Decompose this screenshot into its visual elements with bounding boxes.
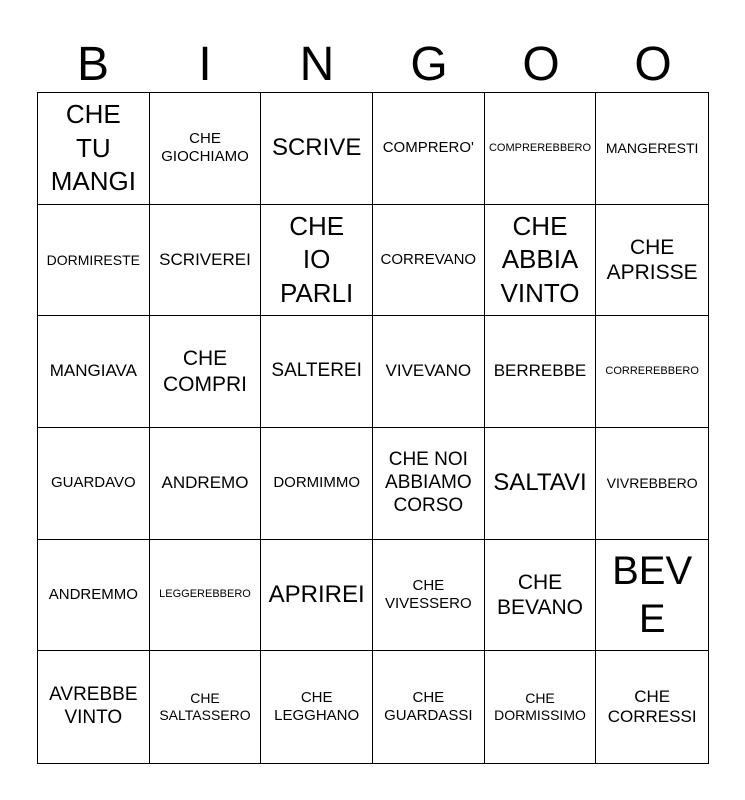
bingo-cell[interactable]: ANDREMO <box>150 428 262 540</box>
bingo-cell[interactable]: LEGGEREBBERO <box>150 540 262 652</box>
bingo-cell[interactable]: CHE GIOCHIAMO <box>150 93 262 205</box>
bingo-cell[interactable]: CORREVANO <box>373 205 485 317</box>
bingo-cell[interactable]: SALTAVI <box>485 428 597 540</box>
bingo-cell[interactable]: CHE VIVESSERO <box>373 540 485 652</box>
bingo-cell[interactable]: VIVREBBERO <box>596 428 708 540</box>
bingo-cell[interactable]: CHE CORRESSI <box>607 686 697 727</box>
bingo-cell[interactable]: GUARDAVO <box>38 428 150 540</box>
bingo-cell[interactable]: DORMIRESTE <box>38 205 150 317</box>
bingo-cell[interactable]: ANDREMMO <box>38 540 150 652</box>
header-letter-6: O <box>634 38 672 91</box>
bingo-cell[interactable]: AVREBBE VINTO <box>38 651 150 763</box>
bingo-cell[interactable]: BEVE <box>596 540 708 652</box>
bingo-cell[interactable]: MANGIAVA <box>38 316 150 428</box>
header-letter-5: O <box>522 38 560 91</box>
bingo-cell[interactable]: DORMIMMO <box>261 428 373 540</box>
bingo-cell[interactable]: CHE APRISSE <box>596 205 708 317</box>
bingo-cell[interactable]: CHE SALTASSERO <box>150 651 262 763</box>
bingo-cell[interactable]: CHE BEVANO <box>485 540 597 652</box>
bingo-board <box>37 92 709 764</box>
bingo-cell[interactable]: APRIREI <box>261 540 373 652</box>
header-letter-2: I <box>198 38 212 91</box>
bingo-cell[interactable]: MANGERESTI <box>596 93 708 205</box>
bingo-cell[interactable]: CHE TU MANGI <box>38 93 150 205</box>
header-letter-1: B <box>76 38 109 91</box>
bingo-cell[interactable]: COMPREREBBERO <box>485 93 597 205</box>
bingo-cell[interactable]: CHE LEGGHANO <box>261 651 373 763</box>
bingo-cell[interactable]: SCRIVE <box>261 93 373 205</box>
bingo-cell[interactable]: CHE COMPRI <box>150 316 262 428</box>
bingo-cell[interactable]: CHE GUARDASSI <box>373 651 485 763</box>
bingo-cell[interactable]: SALTEREI <box>261 316 373 428</box>
bingo-cell[interactable]: CHE IO PARLI <box>261 205 373 317</box>
bingo-cell[interactable]: CHE ABBIA VINTO <box>485 205 597 317</box>
header-letter-3: N <box>299 38 335 91</box>
bingo-cell[interactable]: CORREREBBERO <box>596 316 708 428</box>
bingo-cell[interactable]: SCRIVEREI <box>150 205 262 317</box>
bingo-cell[interactable]: COMPRERO' <box>373 93 485 205</box>
header-letter-4: G <box>410 38 448 91</box>
bingo-cell[interactable]: CHE DORMISSIMO <box>485 651 597 763</box>
bingo-header <box>37 38 709 92</box>
bingo-cell[interactable]: BERREBBE <box>485 316 597 428</box>
bingo-cell[interactable]: VIVEVANO <box>373 316 485 428</box>
bingo-cell[interactable]: CHE NOI ABBIAMO CORSO <box>373 428 485 540</box>
